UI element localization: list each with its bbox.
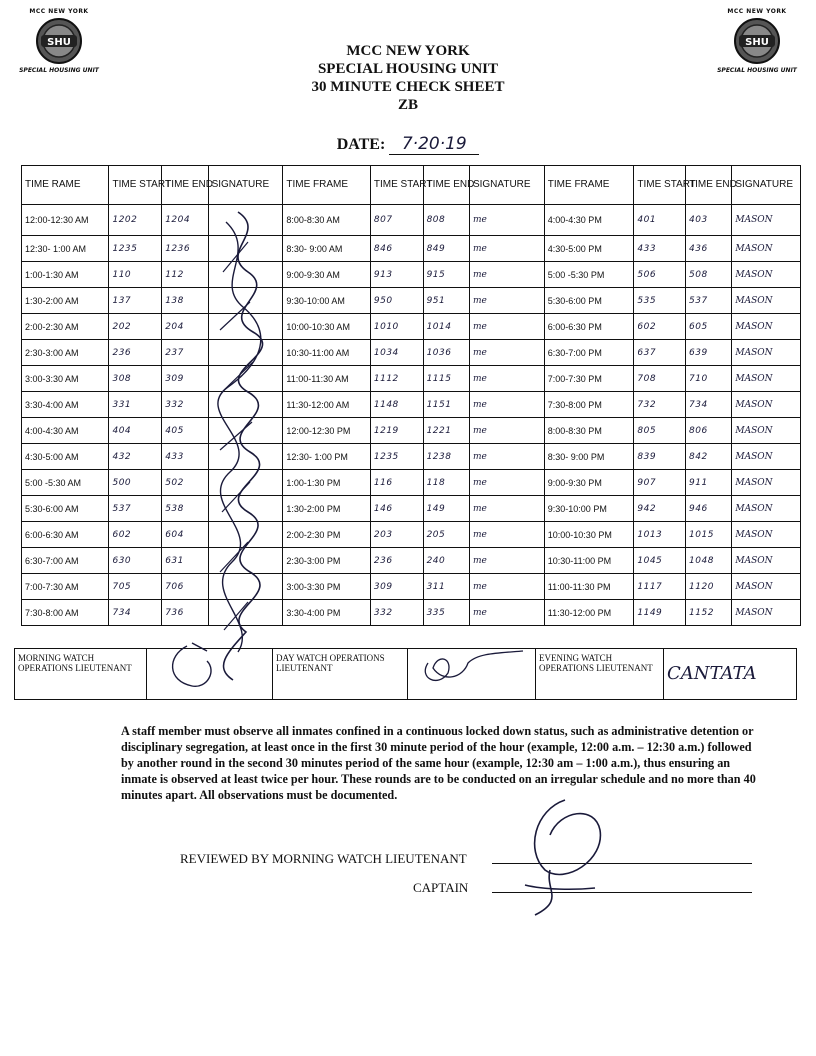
signature-cell[interactable]: MASON [732,470,801,496]
time-frame-cell: 4:30-5:00 AM [22,444,109,470]
signature-cell[interactable]: MASON [732,205,801,236]
time-end-cell[interactable]: 849 [423,236,469,262]
time-start-cell[interactable]: 146 [370,496,423,522]
signature-cell[interactable]: me [469,522,544,548]
time-start-cell[interactable]: 732 [634,392,686,418]
time-end-cell[interactable]: 538 [162,496,208,522]
signature-cell[interactable]: me [469,262,544,288]
time-start-cell[interactable]: 1202 [109,205,162,236]
time-frame-cell: 9:30-10:00 AM [283,288,370,314]
time-frame-cell: 7:00-7:30 PM [544,366,634,392]
reviewer-signature-mark [505,790,645,920]
table-header-row [22,166,801,205]
signature-cell[interactable]: MASON [732,444,801,470]
evening-signature-text: CANTATA [667,663,757,684]
table-row [22,444,801,470]
logo-bottom-text: SPECIAL HOUSING UNIT [19,67,99,74]
time-frame-cell: 12:00-12:30 AM [22,205,109,236]
signature-cell[interactable] [208,470,283,496]
time-end-cell[interactable]: 311 [423,574,469,600]
table-row [22,496,801,522]
reviewed-label: REVIEWED BY MORNING WATCH LIEUTENANT [180,851,467,866]
column-header-5: TIME FRAME [283,166,370,205]
time-end-cell[interactable]: 631 [162,548,208,574]
morning-watch-signature[interactable] [147,649,273,700]
table-row [22,548,801,574]
time-start-cell[interactable]: 309 [370,574,423,600]
signature-cell[interactable] [208,496,283,522]
signature-cell[interactable]: me [469,574,544,600]
signature-cell[interactable]: me [469,205,544,236]
time-frame-cell: 1:00-1:30 PM [283,470,370,496]
column-header-7: TIME END [423,166,469,205]
table-body [22,205,801,626]
date-label: DATE: [336,136,386,153]
time-start-cell[interactable]: 537 [109,496,162,522]
evening-watch-label: EVENING WATCH OPERATIONS LIEUTENANT [536,649,664,700]
time-frame-cell: 12:30- 1:00 AM [22,236,109,262]
time-start-cell[interactable]: 401 [634,205,686,236]
morning-signature-mark [147,641,257,691]
title-line-2: SPECIAL HOUSING UNIT [317,61,499,77]
time-frame-cell: 3:30-4:00 AM [22,392,109,418]
time-end-cell[interactable]: 436 [686,236,732,262]
time-start-cell[interactable]: 1117 [634,574,686,600]
time-frame-cell: 11:30-12:00 PM [544,600,634,626]
time-start-cell[interactable]: 734 [109,600,162,626]
time-end-cell[interactable]: 706 [162,574,208,600]
time-start-cell[interactable]: 308 [109,366,162,392]
time-end-cell[interactable]: 537 [686,288,732,314]
table-row [22,366,801,392]
time-start-cell[interactable]: 1010 [370,314,423,340]
time-frame-cell: 4:00-4:30 AM [22,418,109,444]
signature-cell[interactable]: MASON [732,288,801,314]
time-frame-cell: 2:00-2:30 AM [22,314,109,340]
time-end-cell[interactable]: 309 [162,366,208,392]
time-frame-cell: 4:30-5:00 PM [544,236,634,262]
table-row [22,392,801,418]
signature-cell[interactable] [208,418,283,444]
time-end-cell[interactable]: 204 [162,314,208,340]
time-start-cell[interactable]: 110 [109,262,162,288]
logo-top-text: MCC NEW YORK [29,8,89,15]
time-frame-cell: 2:30-3:00 AM [22,340,109,366]
signature-cell[interactable]: me [469,418,544,444]
time-frame-cell: 10:00-10:30 PM [544,522,634,548]
time-frame-cell: 11:00-11:30 PM [544,574,634,600]
signature-cell[interactable]: me [469,366,544,392]
time-frame-cell: 5:00 -5:30 AM [22,470,109,496]
time-start-cell[interactable]: 404 [109,418,162,444]
signature-cell[interactable]: me [469,496,544,522]
date-row [0,134,816,155]
time-start-cell[interactable]: 807 [370,205,423,236]
time-frame-cell: 8:00-8:30 PM [544,418,634,444]
time-end-cell[interactable]: 1151 [423,392,469,418]
time-start-cell[interactable]: 1219 [370,418,423,444]
time-end-cell[interactable]: 1015 [686,522,732,548]
time-start-cell[interactable]: 805 [634,418,686,444]
time-start-cell[interactable]: 137 [109,288,162,314]
title-line-1: MCC NEW YORK [346,43,470,59]
column-header-8: SIGNATURE [469,166,544,205]
time-start-cell[interactable]: 913 [370,262,423,288]
signature-cell[interactable] [208,522,283,548]
time-start-cell[interactable]: 203 [370,522,423,548]
time-frame-cell: 5:30-6:00 AM [22,496,109,522]
time-frame-cell: 8:00-8:30 AM [283,205,370,236]
column-header-4: SIGNATURE [208,166,283,205]
time-end-cell[interactable]: 736 [162,600,208,626]
time-end-cell[interactable]: 1048 [686,548,732,574]
time-end-cell[interactable]: 911 [686,470,732,496]
logo-mid-text: SHU [745,37,769,48]
table-row [22,522,801,548]
time-frame-cell: 6:30-7:00 PM [544,340,634,366]
time-end-cell[interactable]: 1204 [162,205,208,236]
day-watch-signature[interactable] [408,649,536,700]
time-end-cell[interactable]: 1120 [686,574,732,600]
signature-cell[interactable] [208,340,283,366]
time-frame-cell: 7:30-8:00 AM [22,600,109,626]
signature-cell[interactable]: MASON [732,262,801,288]
signature-cell[interactable]: MASON [732,236,801,262]
time-start-cell[interactable]: 708 [634,366,686,392]
signature-cell[interactable] [208,444,283,470]
time-start-cell[interactable]: 846 [370,236,423,262]
time-frame-cell: 7:30-8:00 PM [544,392,634,418]
column-header-10: TIME START [634,166,686,205]
time-start-cell[interactable]: 1112 [370,366,423,392]
time-frame-cell: 8:30- 9:00 AM [283,236,370,262]
signature-cell[interactable] [208,366,283,392]
captain-label: CAPTAIN [413,880,469,895]
signature-cell[interactable] [208,548,283,574]
time-start-cell[interactable]: 1045 [634,548,686,574]
time-frame-cell: 10:30-11:00 PM [544,548,634,574]
signature-cell[interactable]: me [469,444,544,470]
time-end-cell[interactable]: 240 [423,548,469,574]
check-table [21,165,801,626]
column-header-2: TIME START [109,166,162,205]
time-end-cell[interactable]: 335 [423,600,469,626]
signature-cell[interactable]: me [469,288,544,314]
time-frame-cell: 5:30-6:00 PM [544,288,634,314]
signature-cell[interactable]: MASON [732,522,801,548]
signature-cell[interactable]: MASON [732,600,801,626]
table-row [22,340,801,366]
time-frame-cell: 9:00-9:30 PM [544,470,634,496]
table-row [22,470,801,496]
time-end-cell[interactable]: 1036 [423,340,469,366]
time-end-cell[interactable]: 1238 [423,444,469,470]
watch-lieutenant-table [14,648,797,700]
time-end-cell[interactable]: 806 [686,418,732,444]
time-start-cell[interactable]: 602 [109,522,162,548]
time-frame-cell: 11:00-11:30 AM [283,366,370,392]
column-header-3: TIME END [162,166,208,205]
signature-cell[interactable]: MASON [732,574,801,600]
table-row [22,236,801,262]
table-row [22,205,801,236]
time-start-cell[interactable]: 236 [109,340,162,366]
time-start-cell[interactable]: 839 [634,444,686,470]
time-frame-cell: 10:30-11:00 AM [283,340,370,366]
time-frame-cell: 10:00-10:30 AM [283,314,370,340]
signature-cell[interactable]: MASON [732,340,801,366]
signature-cell[interactable] [208,236,283,262]
time-frame-cell: 6:00-6:30 PM [544,314,634,340]
time-start-cell[interactable]: 942 [634,496,686,522]
time-frame-cell: 12:30- 1:00 PM [283,444,370,470]
time-end-cell[interactable]: 405 [162,418,208,444]
signature-cell[interactable] [208,288,283,314]
signature-cell[interactable] [208,205,283,236]
time-frame-cell: 9:30-10:00 PM [544,496,634,522]
time-end-cell[interactable]: 1014 [423,314,469,340]
time-end-cell[interactable]: 237 [162,340,208,366]
column-header-11: TIME END [686,166,732,205]
time-frame-cell: 7:00-7:30 AM [22,574,109,600]
signature-cell[interactable]: me [469,392,544,418]
time-frame-cell: 6:00-6:30 AM [22,522,109,548]
logo-bottom-text: SPECIAL HOUSING UNIT [717,67,797,74]
time-start-cell[interactable]: 1148 [370,392,423,418]
time-end-cell[interactable]: 605 [686,314,732,340]
title-line-3: 30 MINUTE CHECK SHEET [311,79,505,95]
time-end-cell[interactable]: 734 [686,392,732,418]
signature-cell[interactable]: me [469,470,544,496]
time-start-cell[interactable]: 1235 [109,236,162,262]
time-frame-cell: 2:30-3:00 PM [283,548,370,574]
evening-watch-signature[interactable] [664,649,797,700]
time-start-cell[interactable]: 506 [634,262,686,288]
time-end-cell[interactable]: 604 [162,522,208,548]
time-end-cell[interactable]: 946 [686,496,732,522]
signature-cell[interactable]: me [469,600,544,626]
time-start-cell[interactable]: 331 [109,392,162,418]
time-start-cell[interactable]: 602 [634,314,686,340]
time-end-cell[interactable]: 118 [423,470,469,496]
time-start-cell[interactable]: 433 [634,236,686,262]
signature-cell[interactable]: MASON [732,366,801,392]
signature-cell[interactable]: MASON [732,418,801,444]
signature-cell[interactable]: MASON [732,392,801,418]
time-end-cell[interactable]: 502 [162,470,208,496]
time-end-cell[interactable]: 1115 [423,366,469,392]
column-header-6: TIME START [370,166,423,205]
signature-cell[interactable]: me [469,314,544,340]
morning-watch-label: MORNING WATCH OPERATIONS LIEUTENANT [15,649,147,700]
table-row [22,262,801,288]
time-end-cell[interactable]: 842 [686,444,732,470]
signature-cell[interactable]: me [469,236,544,262]
time-frame-cell: 3:00-3:30 PM [283,574,370,600]
signature-cell[interactable]: me [469,548,544,574]
time-end-cell[interactable]: 205 [423,522,469,548]
table-row [22,418,801,444]
time-frame-cell: 3:00-3:30 AM [22,366,109,392]
table-row [22,574,801,600]
signature-cell[interactable]: me [469,340,544,366]
time-start-cell[interactable]: 637 [634,340,686,366]
day-signature-mark [408,643,528,693]
time-end-cell[interactable]: 403 [686,205,732,236]
table-row [22,600,801,626]
time-start-cell[interactable]: 1235 [370,444,423,470]
time-end-cell[interactable]: 138 [162,288,208,314]
time-end-cell[interactable]: 915 [423,262,469,288]
time-start-cell[interactable]: 202 [109,314,162,340]
time-end-cell[interactable]: 112 [162,262,208,288]
time-start-cell[interactable]: 705 [109,574,162,600]
time-end-cell[interactable]: 508 [686,262,732,288]
time-end-cell[interactable]: 1236 [162,236,208,262]
time-frame-cell: 1:30-2:00 AM [22,288,109,314]
signature-cell[interactable]: MASON [732,496,801,522]
time-frame-cell: 5:00 -5:30 PM [544,262,634,288]
signature-cell[interactable] [208,392,283,418]
day-watch-label: DAY WATCH OPERATIONS LIEUTENANT [273,649,408,700]
time-start-cell[interactable]: 535 [634,288,686,314]
time-end-cell[interactable]: 433 [162,444,208,470]
signature-cell[interactable] [208,314,283,340]
signature-cell[interactable] [208,574,283,600]
time-start-cell[interactable]: 116 [370,470,423,496]
time-frame-cell: 2:00-2:30 PM [283,522,370,548]
column-header-12: SIGNATURE [732,166,801,205]
signature-cell[interactable]: MASON [732,548,801,574]
time-start-cell[interactable]: 907 [634,470,686,496]
time-frame-cell: 1:30-2:00 PM [283,496,370,522]
time-start-cell[interactable]: 1149 [634,600,686,626]
time-start-cell[interactable]: 950 [370,288,423,314]
time-end-cell[interactable]: 951 [423,288,469,314]
time-frame-cell: 8:30- 9:00 PM [544,444,634,470]
instructions-text: A staff member must observe all inmates confined in a continuous locked down status, such as administrative detention or disciplinary segregation, at least once in the first 30 minute period of the hour (example, 12:00 a.m. – 12:30 a.m.) followed by another round in the second 30 minutes period of the same hour (example, 12:30 am – 1:00 a.m.), thus ensuring an inmate is observed at least twice per hour. These rounds are to be conducted on an irregular schedule and no more than 40 minutes apart. All observations must be documented. [121,724,756,802]
time-end-cell[interactable]: 639 [686,340,732,366]
time-frame-cell: 3:30-4:00 PM [283,600,370,626]
logo-mid-text: SHU [47,37,71,48]
time-end-cell[interactable]: 710 [686,366,732,392]
column-header-9: TIME FRAME [544,166,634,205]
time-frame-cell: 12:00-12:30 PM [283,418,370,444]
title-line-4: ZB [397,97,418,113]
table-row [22,314,801,340]
date-value[interactable]: 7·20·19 [389,134,479,155]
time-start-cell[interactable]: 332 [370,600,423,626]
time-frame-cell: 6:30-7:00 AM [22,548,109,574]
time-start-cell[interactable]: 500 [109,470,162,496]
table-row [22,288,801,314]
page-title [0,42,816,114]
signature-cell[interactable]: MASON [732,314,801,340]
column-header-1: TIME RAME [22,166,109,205]
time-frame-cell: 9:00-9:30 AM [283,262,370,288]
time-start-cell[interactable]: 630 [109,548,162,574]
signature-cell[interactable] [208,600,283,626]
time-end-cell[interactable]: 332 [162,392,208,418]
time-frame-cell: 4:00-4:30 PM [544,205,634,236]
time-start-cell[interactable]: 236 [370,548,423,574]
time-end-cell[interactable]: 149 [423,496,469,522]
time-end-cell[interactable]: 1221 [423,418,469,444]
time-start-cell[interactable]: 1034 [370,340,423,366]
time-start-cell[interactable]: 432 [109,444,162,470]
signature-cell[interactable] [208,262,283,288]
time-end-cell[interactable]: 1152 [686,600,732,626]
time-frame-cell: 11:30-12:00 AM [283,392,370,418]
time-end-cell[interactable]: 808 [423,205,469,236]
logo-top-text: MCC NEW YORK [727,8,787,15]
time-start-cell[interactable]: 1013 [634,522,686,548]
time-frame-cell: 1:00-1:30 AM [22,262,109,288]
